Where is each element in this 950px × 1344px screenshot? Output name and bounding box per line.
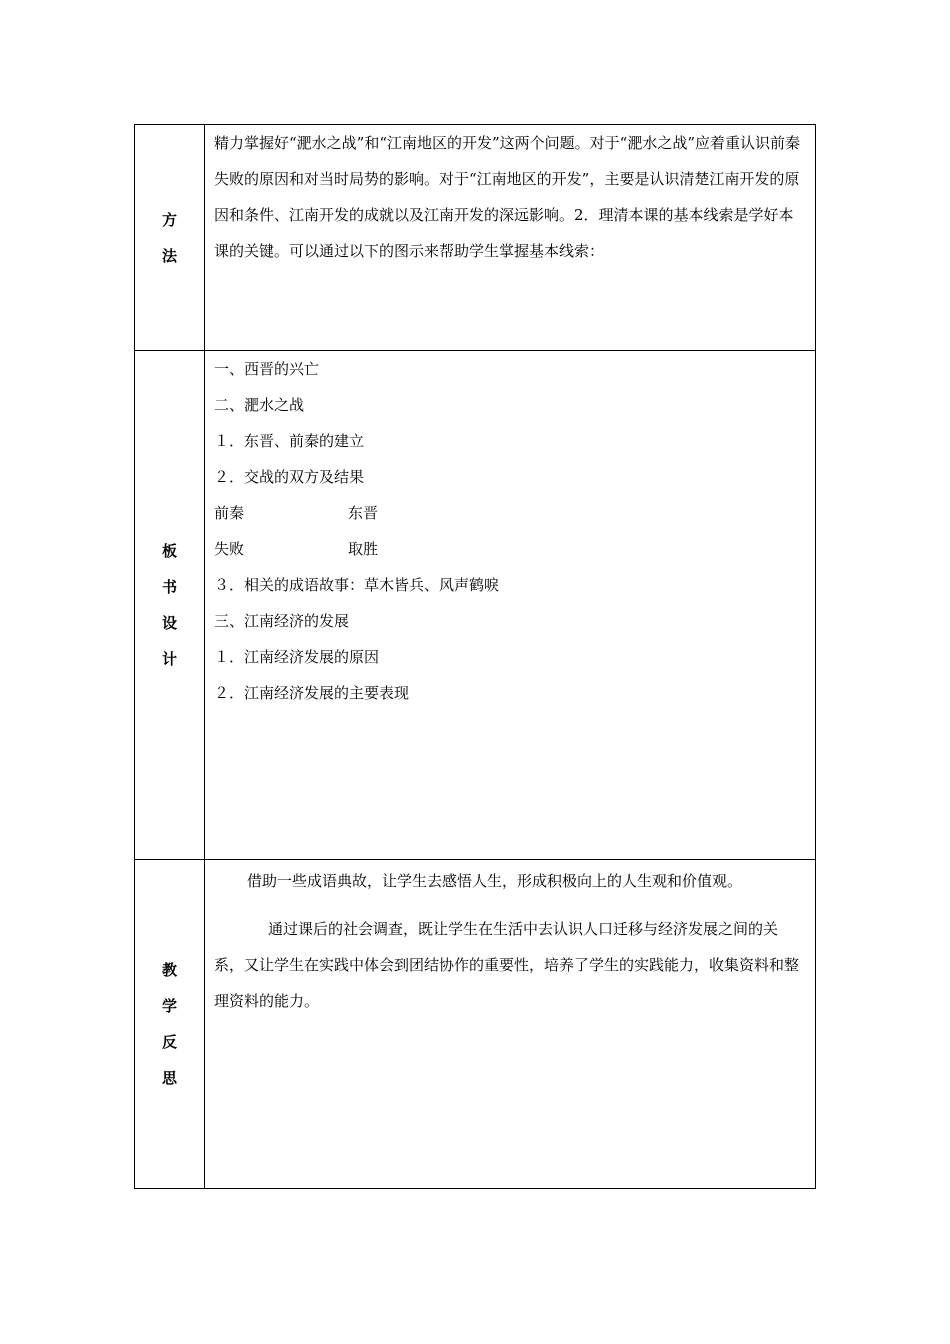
method-row bbox=[135, 125, 816, 351]
board-heading-1: 一、西晋的兴亡 bbox=[214, 360, 320, 378]
reflection-paragraph-2: 通过课后的社会调查，既让学生在生活中去认识人口迁移与经济发展之间的关系，又让学生在实践中体会到团结协作的重要性，培养了学生的实践能力，收集资料和整理资料的能力。 bbox=[214, 920, 800, 1010]
method-text: 精力掌握好“淝水之战”和“江南地区的开发”这两个问题。对于“淝水之战”应着重认识前秦失败的原因和对当时局势的影响。对于“江南地区的开发”，主要是认识清楚江南开发的原因和条件、江南开发的成就以及江南开发的深远影响。2．理清本课的基本线索是学好本课的关键。可以通过以下的图示来帮助学生掌握基本线索： bbox=[214, 134, 801, 260]
board-pair-left: 失败 bbox=[214, 540, 245, 558]
board-item: ２．交战的双方及结果 bbox=[214, 468, 365, 486]
board-pair-left: 前秦 bbox=[214, 504, 245, 522]
reflection-content-cell bbox=[205, 860, 816, 1189]
board-label-char: 设 bbox=[161, 614, 177, 632]
reflection-label-char: 学 bbox=[161, 997, 177, 1015]
method-label-cell bbox=[135, 125, 205, 351]
board-label-cell bbox=[135, 351, 205, 860]
board-design-row bbox=[135, 351, 816, 860]
board-heading-3: 三、江南经济的发展 bbox=[214, 612, 350, 630]
board-item: １．江南经济发展的原因 bbox=[214, 648, 380, 666]
board-pair-row bbox=[214, 531, 805, 567]
board-pair-right: 东晋 bbox=[348, 504, 379, 522]
board-pair-right: 取胜 bbox=[348, 540, 379, 558]
board-label-char: 板 bbox=[161, 542, 177, 560]
method-label-char: 方 bbox=[161, 210, 177, 229]
board-item: １．东晋、前秦的建立 bbox=[214, 432, 365, 450]
lesson-plan-table bbox=[134, 124, 816, 1189]
board-content-cell bbox=[205, 351, 816, 860]
method-label-char: 法 bbox=[161, 246, 177, 265]
reflection-paragraph-1: 借助一些成语典故，让学生去感悟人生，形成积极向上的人生观和价值观。 bbox=[247, 872, 743, 890]
reflection-label-char: 教 bbox=[161, 961, 177, 979]
board-item: ３．相关的成语故事：草木皆兵、风声鹤唳 bbox=[214, 576, 500, 594]
reflection-row bbox=[135, 860, 816, 1189]
method-content-cell bbox=[205, 125, 816, 351]
board-label-char: 计 bbox=[161, 650, 177, 668]
reflection-label-char: 思 bbox=[161, 1069, 177, 1087]
board-heading-2: 二、淝水之战 bbox=[214, 396, 305, 414]
reflection-label-cell bbox=[135, 860, 205, 1189]
board-item: ２．江南经济发展的主要表现 bbox=[214, 684, 410, 702]
reflection-label-char: 反 bbox=[161, 1033, 177, 1051]
board-pair-row bbox=[214, 495, 805, 531]
board-label-char: 书 bbox=[161, 578, 177, 596]
